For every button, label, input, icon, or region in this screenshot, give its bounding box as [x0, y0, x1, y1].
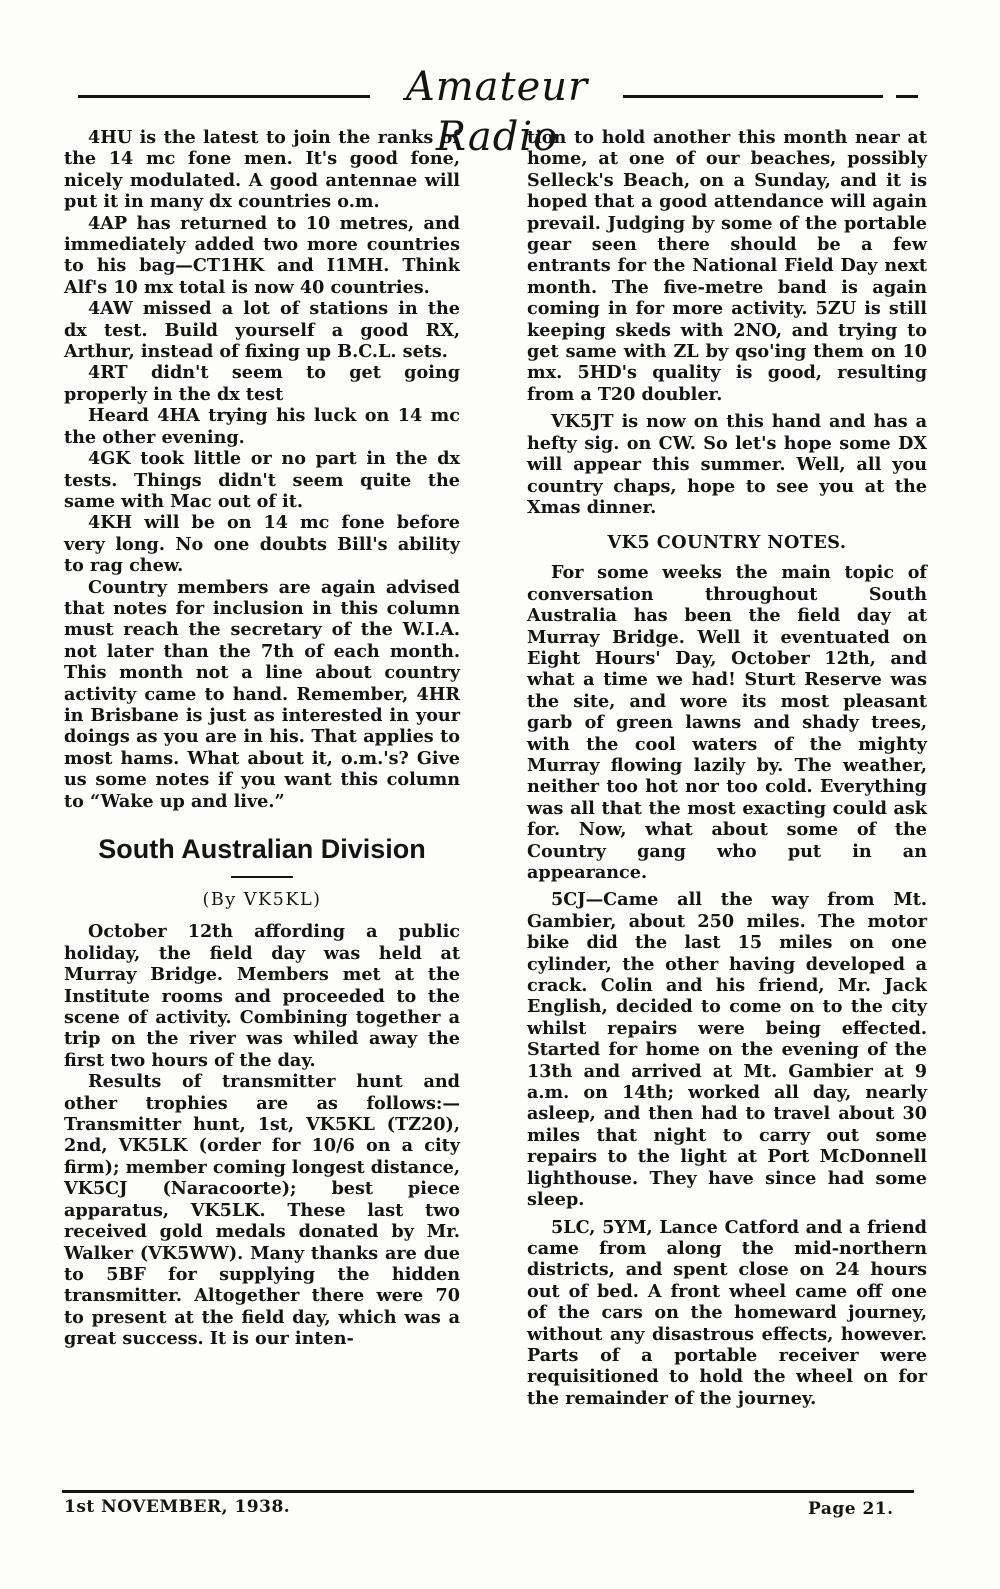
byline: (By VK5KL)	[202, 890, 322, 910]
masthead-rule-right	[623, 95, 883, 98]
paragraph-field-day: For some weeks the main topic of conversation throughout South Australia has been the field day at Murray Bridge. Well it eventuated on Eight Hours' Day, October 12th, and what a time we had! Sturt Reserve was the site, and wore its most pleasant garb of green lawns and shady trees, with the cool waters of the mighty Murray flowing lazily by. The weather, neither too hot nor too cold. Everything was all that the most exacting could ask for. Now, what about some of the Country gang who put in an appearance.	[527, 562, 927, 883]
paragraph-5cj: 5CJ—Came all the way from Mt. Gambier, about 250 miles. The motor bike did the last 15 miles on one cylinder, the other having developed a crack. Colin and his friend, Mr. Jack English, decided to come on to the city whilst repairs were being effected. Started for home on the evening of the 13th and arrived at Mt. Gambier at 9 a.m. on 14th; worked all day, nearly asleep, and then had to travel about 30 miles that night to carry out some repairs to the light at Port McDonnell lighthouse. They have since had some sleep.	[527, 889, 927, 1211]
issue-date: 1st NOVEMBER, 1938.	[64, 1497, 291, 1517]
paragraph-results: Results of transmitter hunt and other trophies are as follows:— Transmitter hunt, 1st, VK5KL (TZ20), 2nd, VK5LK (order for 10/6 on a city firm); member coming longest distance, VK5CJ (Naracoorte); best piece apparatus, VK5LK. These last two received gold medals donated by Mr. Walker (VK5WW). Many thanks are due to 5BF for supplying the hidden transmitter. Altogether there were 70 to present at the field day, which was a great success. It is our inten-	[64, 1071, 461, 1350]
paragraph-october-12th: October 12th affording a public holiday, the field day was held at Murray Bridge. Members met at the Institute rooms and proceeded to the scene of activity. Combining together a trip on the river was whiled away the first two hours of the day.	[64, 921, 460, 1071]
paragraph-4ha: Heard 4HA trying his luck on 14 mc the other evening.	[64, 405, 460, 448]
masthead-rule-dash	[896, 95, 918, 98]
paragraph-4rt: 4RT didn't seem to get going properly in the dx test	[64, 362, 460, 405]
paragraph-4gk: 4GK took little or no part in the dx tests. Things didn't seem quite the same with Mac out of it.	[64, 448, 460, 512]
masthead	[78, 62, 918, 160]
heading-divider	[231, 876, 293, 878]
section-heading-vk5-country-notes: VK5 COUNTRY NOTES.	[607, 532, 847, 554]
section-heading-south-australian-division: South Australian Division	[98, 834, 426, 864]
journal-title: Amateur Radio	[405, 64, 589, 160]
page-number: Page 21.	[808, 1499, 894, 1519]
paragraph-vk5jt: VK5JT is now on this hand and has a hefty sig. on CW. So let's hope some DX will appear this summer. Well, all you country chaps, hope to see you at the Xmas dinner.	[527, 411, 927, 518]
right-column	[527, 127, 927, 1409]
masthead-rule-left	[78, 95, 370, 98]
paragraph-4hu: 4HU is the latest to join the ranks of the 14 mc fone men. It's good fone, nicely modulated. A good antennae will put it in many dx countries o.m.	[64, 127, 460, 213]
footer-rule	[62, 1490, 914, 1493]
paragraph-4kh: 4KH will be on 14 mc fone before very long. No one doubts Bill's ability to rag chew.	[64, 512, 460, 577]
left-column	[64, 127, 460, 1350]
paragraph-country-members: Country members are again advised that notes for inclusion in this column must reach the secretary of the W.I.A. not later than the 7th of each month. This month not a line about country activity came to hand. Remember, 4HR in Brisbane is just as interested in your doings as you are in his. That applies to most hams. What about it, o.m.'s? Give us some notes if you want this column to “Wake up and live.”	[64, 576, 460, 812]
paragraph-5lc-5ym: 5LC, 5YM, Lance Catford and a friend came from along the mid-northern districts, and spent close on 24 hours out of bed. A front wheel came off one of the cars on the homeward journey, without any disastrous effects, however. Parts of a portable receiver were requisitioned to hold the wheel on for the remainder of the journey.	[527, 1216, 927, 1409]
paragraph-continuation: tion to hold another this month near at home, at one of our beaches, possibly Selleck's Beach, on a Sunday, and it is hoped that a good attendance will again prevail. Judging by some of the portable gear seen there should be a few entrants for the National Field Day next month. The five-metre band is again coming in for more activity. 5ZU is still keeping skeds with 2NO, and trying to get same with ZL by qso'ing them on 10 mx. 5HD's quality is good, resulting from a T20 doubler.	[527, 127, 927, 405]
paragraph-4ap: 4AP has returned to 10 metres, and immediately added two more countries to his bag—CT1HK and I1MH. Think Alf's 10 mx total is now 40 countries.	[64, 212, 460, 298]
paragraph-4aw: 4AW missed a lot of stations in the dx test. Build yourself a good RX, Arthur, instead of fixing up B.C.L. sets.	[64, 298, 460, 363]
